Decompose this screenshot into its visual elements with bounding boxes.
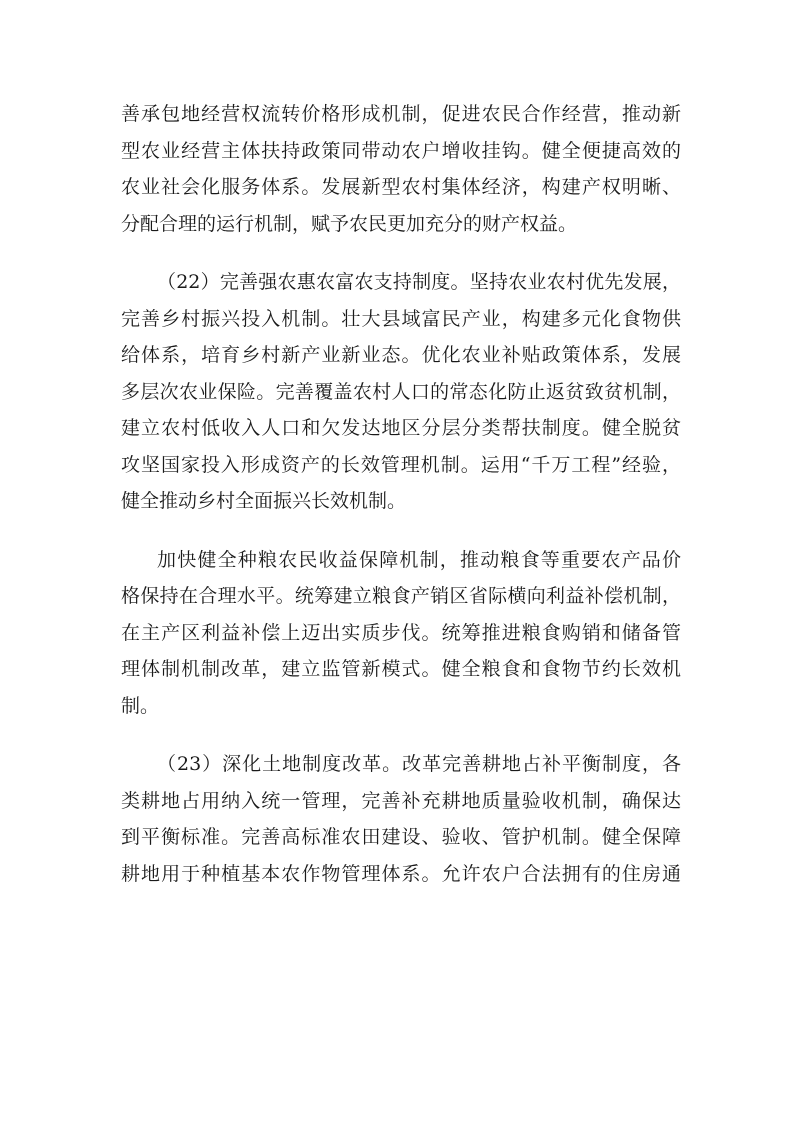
paragraph-spacer [121,520,681,542]
paragraph-item-22 [121,264,681,520]
paragraph-spacer [121,242,681,264]
text-line: 耕地用于种植基本农作物管理体系。允许农户合法拥有的住房通 [121,862,681,885]
text-line: 给体系，培育乡村新产业新业态。优化农业补贴政策体系，发展 [121,344,681,366]
text-line: 加快健全种粮农民收益保障机制，推动粮食等重要农产品价 [157,548,681,571]
paragraph-land-rights [121,96,681,242]
document-body [121,96,681,892]
paragraph-spacer [121,724,681,746]
text-line: 多层次农业保险。完善覆盖农村人口的常态化防止返贫致贫机制， [121,380,681,403]
text-line: 制。 [121,694,160,717]
paragraph-item-23 [121,746,681,892]
text-line: 型农业经营主体扶持政策同带动农户增收挂钩。健全便捷高效的 [121,139,681,162]
text-line: （23）深化土地制度改革。改革完善耕地占补平衡制度，各 [157,753,681,775]
text-line: 完善乡村振兴投入机制。壮大县域富民产业，构建多元化食物供 [121,307,681,330]
text-line: 类耕地占用纳入统一管理，完善补充耕地质量验收机制，确保达 [121,789,681,812]
text-line: 农业社会化服务体系。发展新型农村集体经济，构建产权明晰、 [121,176,681,198]
text-line: 善承包地经营权流转价格形成机制，促进农民合作经营，推动新 [121,103,681,125]
paragraph-grain-farmers [121,542,681,725]
text-line: 理体制机制改革，建立监管新模式。健全粮食和食物节约长效机 [121,658,681,680]
text-line: 健全推动乡村全面振兴长效机制。 [121,490,407,512]
text-line: 攻坚国家投入形成资产的长效管理机制。运用“千万工程”经验， [121,453,681,476]
text-line: 到平衡标准。完善高标准农田建设、验收、管护机制。健全保障 [121,826,681,848]
text-line: 建立农村低收入人口和欠发达地区分层分类帮扶制度。健全脱贫 [121,417,681,439]
text-line: 在主产区利益补偿上迈出实质步伐。统筹推进粮食购销和储备管 [121,621,681,644]
text-line: 格保持在合理水平。统筹建立粮食产销区省际横向利益补偿机制， [121,585,681,607]
text-line: 分配合理的运行机制，赋予农民更加充分的财产权益。 [121,212,578,235]
text-line: （22）完善强农惠农富农支持制度。坚持农业农村优先发展， [157,271,681,293]
